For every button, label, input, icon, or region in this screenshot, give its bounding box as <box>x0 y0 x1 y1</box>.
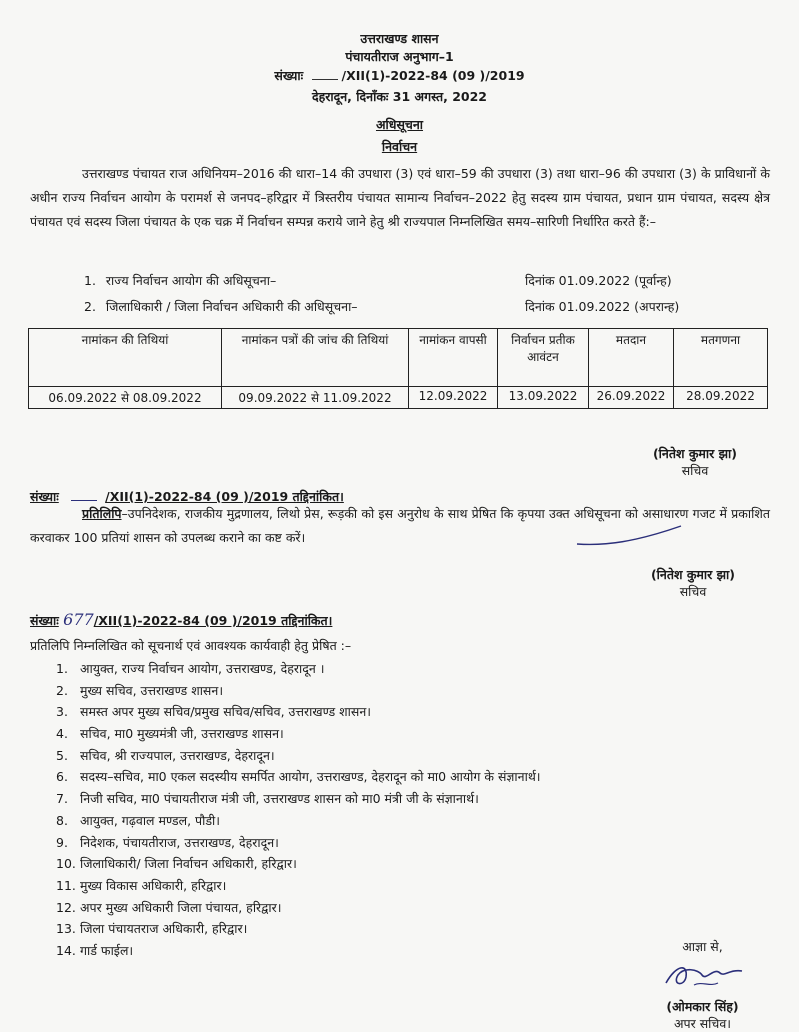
signatory-designation: सचिव <box>681 463 709 478</box>
handwritten-signature-icon <box>658 955 748 995</box>
value-cell: 26.09.2022 <box>589 387 674 409</box>
value-cell: 28.09.2022 <box>674 387 768 409</box>
copy1-reference: संख्याः /XII(1)-2022-84 (09 )/2019 तद्दिनांकित। <box>30 489 344 504</box>
distribution-list <box>56 658 541 962</box>
list-item: 13. जिला पंचायतराज अधिकारी, हरिद्वार। <box>56 921 248 937</box>
list-item: 1. आयुक्त, राज्य निर्वाचन आयोग, उत्तराखण्ड, देहरादून । <box>56 661 325 676</box>
header-cell: नामांकन की तिथियां <box>29 329 222 387</box>
list-item: 12. अपर मुख्य अधिकारी जिला पंचायत, हरिद्वार। <box>56 899 282 915</box>
handwritten-number: 677 <box>63 610 94 629</box>
header-cell: नामांकन वापसी <box>409 329 498 387</box>
value-cell: 13.09.2022 <box>498 387 589 409</box>
list-item: 10. जिलाधिकारी/ जिला निर्वाचन अधिकारी, हरिद्वार। <box>56 856 297 872</box>
section-header: पंचायतीराज अनुभाग–1 <box>345 49 454 64</box>
list-item: 5. सचिव, श्री राज्यपाल, उत्तराखण्ड, देहरादून। <box>56 747 275 763</box>
list-item: 11. मुख्य विकास अधिकारी, हरिद्वार। <box>56 877 227 893</box>
signature-block-3 <box>640 938 765 1032</box>
signatory-name: (नितेश कुमार झा) <box>652 446 738 461</box>
list-item: 2. मुख्य सचिव, उत्तराखण्ड शासन। <box>56 682 224 698</box>
blank-line <box>312 79 338 80</box>
signatory-designation: अपर सचिव। <box>673 1016 732 1031</box>
copy2-reference: संख्याः 677/XII(1)-2022-84 (09 )/2019 तद्दिनांकित। <box>30 610 333 629</box>
list-item: 14. गार्ड फाईल। <box>56 942 134 958</box>
list-item: 6. सदस्य–सचिव, मा0 एकल सदस्यीय समर्पित आयोग, उत्तराखण्ड, देहरादून को मा0 आयोग के संज्ञानार्थ। <box>56 769 541 785</box>
notification-item-2: 2. जिलाधिकारी / जिला निर्वाचन अधिकारी की अधिसूचना– <box>84 299 358 314</box>
notification-item-1: 1. राज्य निर्वाचन आयोग की अधिसूचना– <box>84 273 277 288</box>
gov-header: उत्तराखण्ड शासन <box>360 31 439 46</box>
header-cell: निर्वाचन प्रतीक आवंटन <box>498 329 589 387</box>
notification-subtitle: निर्वाचन <box>381 139 418 154</box>
header-cell: नामांकन पत्रों की जांच की तिथियां <box>222 329 409 387</box>
copy1-paragraph: प्रतिलिपि–उपनिदेशक, राजकीय मुद्रणालय, लिथो प्रेस, रूड़की को इस अनुरोध के साथ प्रेषित कि कृपया उक्त अधिसूचना को असाधारण गजट में प्रकाशित करवाकर 100 प्रतियां शासन को उपलब्ध कराने का कष्ट करें। <box>30 506 770 545</box>
signatory-name: (ओमकार सिंह) <box>666 999 739 1014</box>
value-cell: 09.09.2022 से 11.09.2022 <box>222 387 409 409</box>
signatory-name: (नितेश कुमार झा) <box>650 567 736 582</box>
list-item: 8. आयुक्त, गढ़वाल मण्डल, पौडी। <box>56 812 221 828</box>
reference-number: संख्याः /XII(1)-2022-84 (09 )/2019 <box>274 68 525 83</box>
list-item: 7. निजी सचिव, मा0 पंचायतीराज मंत्री जी, उत्तराखण्ड शासन को मा0 मंत्री जी के संज्ञानार्थ। <box>56 791 479 807</box>
signatory-designation: सचिव <box>679 584 707 599</box>
schedule-table <box>28 328 768 409</box>
value-cell: 06.09.2022 से 08.09.2022 <box>29 387 222 409</box>
order-text: आज्ञा से, <box>682 939 723 954</box>
notification-title: अधिसूचना <box>375 117 424 132</box>
list-item: 9. निदेशक, पंचायतीराज, उत्तराखण्ड, देहरादून। <box>56 834 279 850</box>
notification-date-1: दिनांक 01.09.2022 (पूर्वान्ह) <box>525 273 672 288</box>
place-date: देहरादून, दिनाँकः 31 अगस्त, 2022 <box>311 89 488 104</box>
copy2-intro: प्रतिलिपि निम्नलिखित को सूचनार्थ एवं आवश्यक कार्यवाही हेतु प्रेषित :– <box>30 638 352 653</box>
notification-date-2: दिनांक 01.09.2022 (अपरान्ह) <box>525 299 680 314</box>
signature-block-2 <box>628 566 758 600</box>
list-item: 3. समस्त अपर मुख्य सचिव/प्रमुख सचिव/सचिव, उत्तराखण्ड शासन। <box>56 704 372 720</box>
header-cell: मतदान <box>589 329 674 387</box>
pen-stroke-icon <box>575 520 685 550</box>
blank-line <box>71 500 97 501</box>
schedule-value-row <box>29 387 768 409</box>
body-paragraph: उत्तराखण्ड पंचायत राज अधिनियम–2016 की धारा–14 की उपधारा (3) एवं धारा–59 की उपधारा (3) तथा धारा–96 की उपधारा (3) के प्राविधानों के अधीन राज्य निर्वाचन आयोग के परामर्श से जनपद–हरिद्वार में त्रिस्तरीय पंचायत सामान्य निर्वाचन–2022 हेतु सदस्य ग्राम पंचायत, प्रधान ग्राम पंचायत, सदस्य क्षेत्र पंचायत एवं सदस्य जिला पंचायत के एक चक्र में निर्वाचन सम्पन्न कराये जाने हेतु श्री राज्यपाल निम्नलिखित समय–सारिणी निर्धारित करते हैं:– <box>30 166 770 229</box>
list-item: 4. सचिव, मा0 मुख्यमंत्री जी, उत्तराखण्ड शासन। <box>56 726 284 742</box>
schedule-header-row <box>29 329 768 387</box>
signature-block-1 <box>630 445 760 479</box>
header-cell: मतगणना <box>674 329 768 387</box>
value-cell: 12.09.2022 <box>409 387 498 409</box>
